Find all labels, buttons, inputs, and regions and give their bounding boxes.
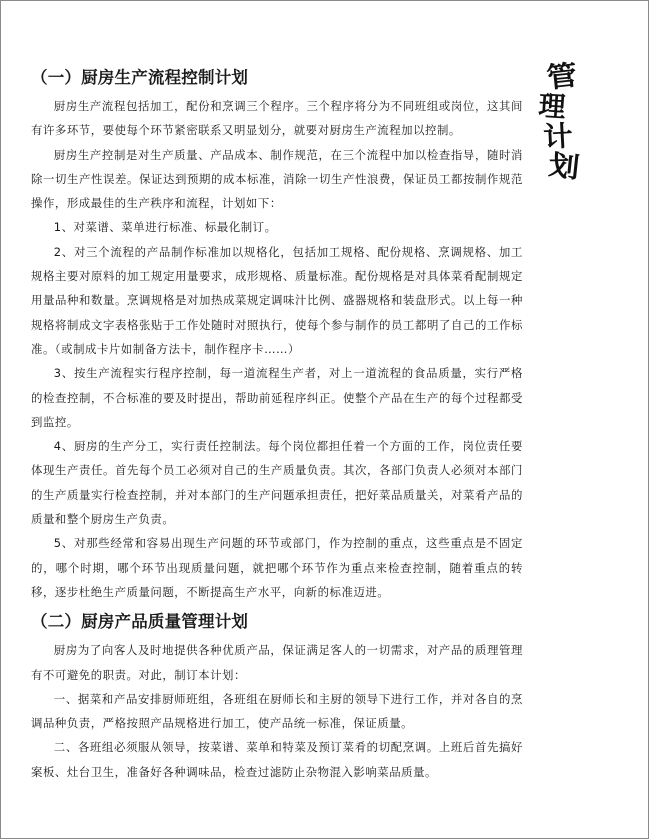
section1-paragraph: 5、对那些经常和容易出现生产问题的环节或部门，作为控制的重点，这些重点是不固定的，哪个时期，哪个环节出现质量问题，就把哪个环节作为重点来检查控制，随着重点的转移，逐步杜绝生产质量问题，不断提高生产水平，向新的标准迈进。: [31, 536, 523, 599]
section2-title: （二）厨房产品质量管理计划: [31, 612, 249, 632]
section2-paragraph: 厨房为了向客人及时地提供各种优质产品，保证满足客人的一切需求，对产品的质理管理有不可避免的职责。对此，制订本计划：: [31, 643, 523, 682]
side-title-char: 划: [546, 148, 582, 185]
side-title-char: 管: [545, 58, 579, 95]
section1-paragraph: 厨房生产流程包括加工，配份和烹调三个程序。三个程序将分为不同班组或岗位，这其间有许多环节，要使每个环节紧密联系又明显划分，就要对厨房生产流程加以控制。: [31, 99, 523, 138]
side-title-char: 理: [537, 89, 567, 124]
side-title: [536, 58, 582, 185]
section1-paragraph: 3、按生产流程实行程序控制，每一道流程生产者，对上一道流程的食品质量，实行严格的检查控制，不合标准的要及时提出，帮助前延程序纠正。使整个产品在生产的每个过程都受到监控。: [31, 366, 523, 429]
section2-paragraph: 二、各班组必须服从领导，按菜谱、菜单和特菜及预订菜肴的切配烹调。上班后首先搞好案板、灶台卫生，准备好各种调味品，检查过滤防止杂物混入影响菜品质量。: [31, 740, 523, 779]
side-title-char: 计: [542, 119, 574, 154]
section1-paragraph: 厨房生产控制是对生产质量、产品成本、制作规范，在三个流程中加以检查指导，随时消除一切生产性误差。保证达到预期的成本标准，消除一切生产性浪费，保证员工都按制作规范操作，形成最佳的生产秩序和流程，计划如下：: [31, 147, 523, 211]
document-body: [31, 66, 523, 784]
section1-title: （一）厨房生产流程控制计划: [31, 68, 249, 87]
section2-paragraph: 一、据菜和产品安排厨师班组，各班组在厨师长和主厨的领导下进行工作，并对各自的烹调品种负责，严格按照产品规格进行加工，使产品统一标准，保证质量。: [31, 691, 523, 731]
section1-paragraph: 1、对菜谱、菜单进行标准、标最化制订。: [53, 220, 277, 235]
section1-paragraph: 2、对三个流程的产品制作标准加以规格化，包括加工规格、配份规格、烹调规格、加工规格主要对原料的加工规定用量要求，成形规格、质量标准。配份规格是对具体菜肴配制规定用量品种和数量。烹调规格是对加热成菜规定调味汁比例、盛器规格和装盘形式。以上每一种规格将制成文字表格张贴于工作处随时对照执行，使每个参与制作的员工都明了自己的工作标准。（或制成卡片如制备方法卡，制作程序卡……）: [31, 244, 523, 356]
section1-paragraph: 4、厨房的生产分工，实行责任控制法。每个岗位都担任着一个方面的工作，岗位责任要体现生产责任。首先每个员工必须对自己的生产质量负责。其次，各部门负责人必须对本部门的生产质量实行检查控制，并对本部门的生产问题承担责任，把好菜品质量关，对菜肴产品的质量和整个厨房生产负责。: [31, 439, 523, 527]
